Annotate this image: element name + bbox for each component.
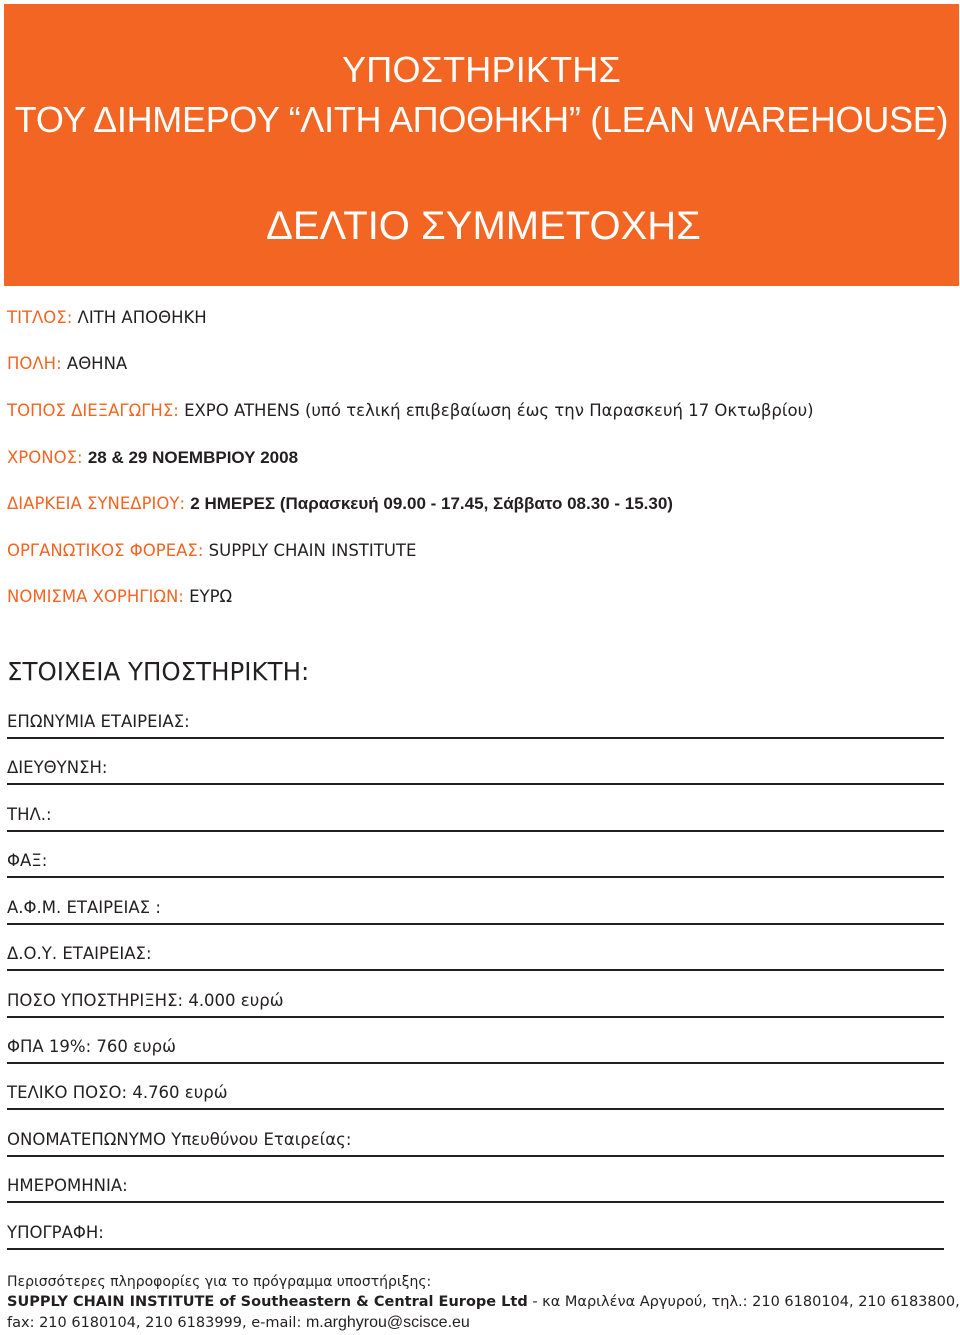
info-city-row [7, 353, 127, 375]
info-time-label: ΧΡΟΝΟΣ: [7, 448, 88, 467]
phone-field[interactable] [7, 802, 944, 832]
info-organizer-row [7, 540, 416, 562]
address-line [7, 783, 944, 785]
info-duration-value: 2 ΗΜΕΡΕΣ (Παρασκευή 09.00 - 17.45, Σάββατο 08.30 - 15.30) [190, 494, 673, 513]
info-time-value: 28 & 29 ΝΟΕΜΒΡΙΟΥ 2008 [87, 448, 299, 467]
footer-contact-line2: fax: 210 6180104, 210 6183999, e-mail: [7, 1315, 306, 1331]
header-banner [4, 4, 959, 286]
sponsorship-amount-field [7, 988, 944, 1018]
tax-office-line [7, 969, 944, 971]
footer-contact-row [7, 1313, 470, 1333]
total-amount-label: ΤΕΛΙΚΟ ΠΟΣΟ: 4.760 ευρώ [7, 1083, 228, 1102]
info-title-label: ΤΙΤΛΟΣ: [7, 308, 78, 327]
vat-number-label: Α.Φ.Μ. ΕΤΑΙΡΕΙΑΣ : [7, 898, 161, 917]
date-line [7, 1201, 944, 1203]
info-city-value: ΑΘΗΝΑ [66, 354, 128, 373]
contact-person-line [7, 1155, 944, 1157]
info-time-row [7, 447, 298, 469]
info-duration-label: ΔΙΑΡΚΕΙΑ ΣΥΝΕΔΡΙΟΥ: [7, 494, 191, 513]
info-currency-row [7, 586, 232, 608]
address-label: ΔΙΕΥΘΥΝΣΗ: [7, 758, 108, 777]
sponsorship-amount-line [7, 1016, 944, 1018]
company-name-field[interactable] [7, 709, 944, 739]
sponsorship-amount-label: ΠΟΣΟ ΥΠΟΣΤΗΡΙΞΗΣ: 4.000 ευρώ [7, 991, 284, 1010]
tax-office-field[interactable] [7, 941, 944, 971]
footer-email-link[interactable]: m.arghyrou@scisce.eu [305, 1314, 470, 1331]
info-duration-row [7, 493, 673, 515]
signature-field[interactable] [7, 1220, 944, 1250]
fax-line [7, 876, 944, 878]
vat-number-line [7, 923, 944, 925]
header-title-event: ΤΟΥ ΔΙΗΜΕΡΟΥ “ΛΙΤΗ ΑΠΟΘΗΚΗ” (LEAN WAREHOUSE) [14, 99, 949, 140]
fax-label: ΦΑΞ: [7, 851, 48, 870]
signature-line [7, 1248, 944, 1250]
info-organizer-label: ΟΡΓΑΝΩΤΙΚΟΣ ΦΟΡΕΑΣ: [7, 541, 209, 560]
info-venue-row [7, 400, 814, 422]
contact-person-label: ΟΝΟΜΑΤΕΠΩΝΥΜΟ Υπευθύνου Εταιρείας: [7, 1130, 352, 1149]
info-city-label: ΠΟΛΗ: [7, 354, 67, 373]
footer-intro: Περισσότερες πληροφορίες για το πρόγραμμα υποστήριξης: [7, 1274, 432, 1290]
footer-contact-line1: - κα Μαριλένα Αργυρού, τηλ.: 210 6180104, 210 6183800, [527, 1294, 960, 1310]
total-amount-field [7, 1080, 944, 1110]
info-currency-value: ΕΥΡΩ [189, 587, 233, 606]
footer-org-name: SUPPLY CHAIN INSTITUTE of Southeastern & Central Europe Ltd [7, 1294, 528, 1310]
tax-office-label: Δ.Ο.Υ. ΕΤΑΙΡΕΙΑΣ: [7, 944, 152, 963]
vat-amount-label: ΦΠΑ 19%: 760 ευρώ [7, 1037, 176, 1056]
fax-field[interactable] [7, 848, 944, 878]
phone-label: ΤΗΛ.: [7, 805, 52, 824]
vat-number-field[interactable] [7, 895, 944, 925]
info-title-value: ΛΙΤΗ ΑΠΟΘΗΚΗ [77, 308, 207, 327]
company-name-line [7, 737, 944, 739]
vat-amount-line [7, 1062, 944, 1064]
signature-label: ΥΠΟΓΡΑΦΗ: [7, 1223, 104, 1242]
info-venue-label: ΤΟΠΟΣ ΔΙΕΞΑΓΩΓΗΣ: [7, 401, 185, 420]
info-title-row [7, 307, 207, 329]
info-currency-label: ΝΟΜΙΣΜΑ ΧΟΡΗΓΙΩΝ: [7, 587, 190, 606]
total-amount-line [7, 1108, 944, 1110]
info-organizer-value: SUPPLY CHAIN INSTITUTE [208, 541, 417, 560]
sponsor-section-title: ΣΤΟΙΧΕΙΑ ΥΠΟΣΤΗΡΙΚΤΗ: [7, 657, 310, 686]
info-venue-value: EXPO ATHENS (υπό τελική επιβεβαίωση έως την Παρασκευή 17 Οκτωβρίου) [184, 401, 814, 420]
address-field[interactable] [7, 755, 944, 785]
contact-person-field[interactable] [7, 1127, 944, 1157]
header-title-sponsor: ΥΠΟΣΤΗΡΙΚΤΗΣ [342, 49, 621, 90]
footer-org-row [7, 1292, 960, 1312]
date-label: ΗΜΕΡΟΜΗΝΙΑ: [7, 1176, 128, 1195]
header-title-form: ΔΕΛΤΙΟ ΣΥΜΜΕΤΟΧΗΣ [266, 204, 701, 248]
date-field[interactable] [7, 1173, 944, 1203]
company-name-label: ΕΠΩΝΥΜΙΑ ΕΤΑΙΡΕΙΑΣ: [7, 712, 190, 731]
vat-amount-field [7, 1034, 944, 1064]
phone-line [7, 830, 944, 832]
